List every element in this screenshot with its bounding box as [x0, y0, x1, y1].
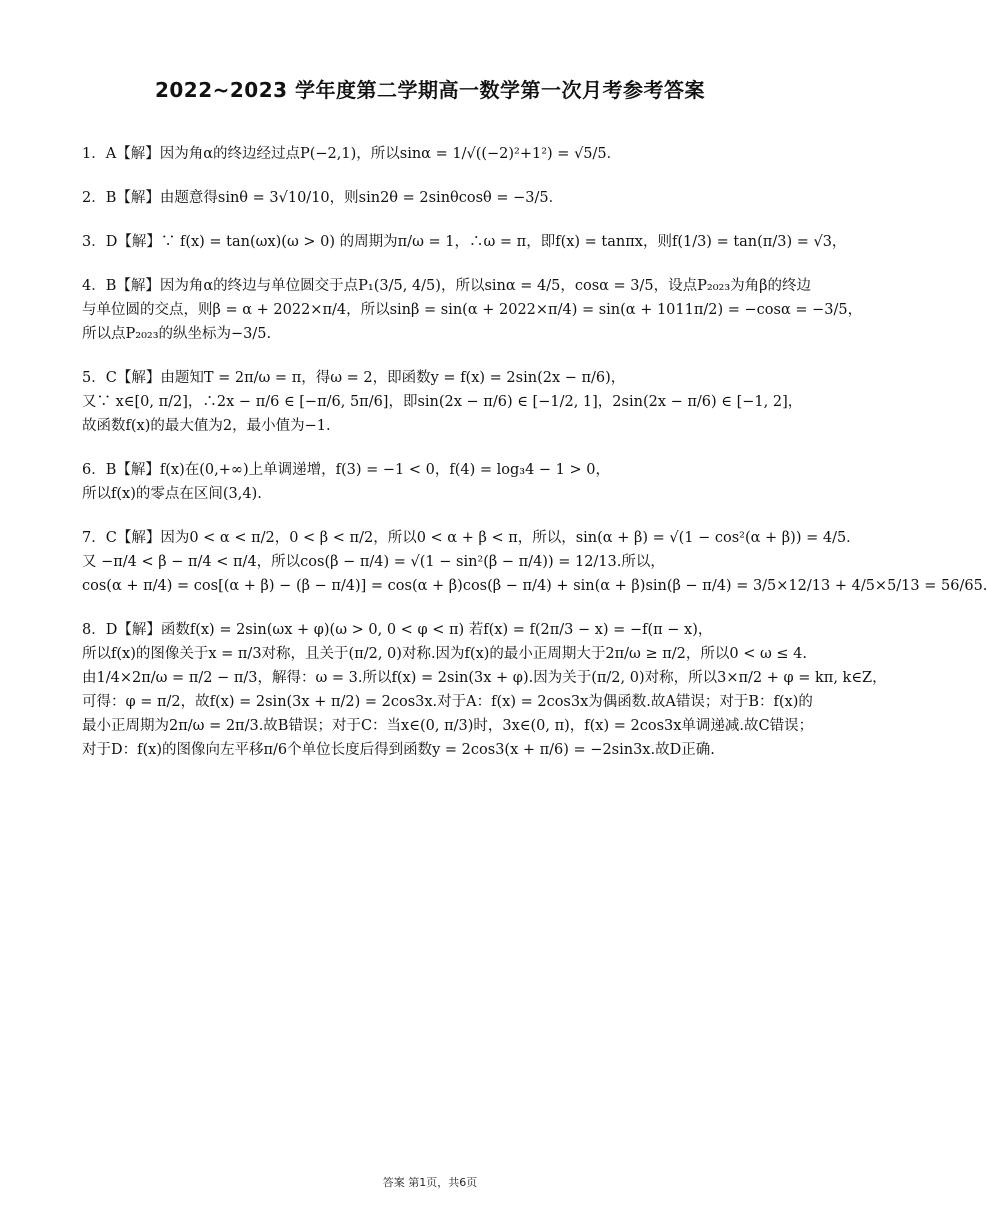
answer-1 [82, 142, 790, 166]
answer-line: 7．C【解】因为0 < α < π/2，0 < β < π/2，所以0 < α + β < π，所以，sin(α + β) = √(1 − cos²(α + β)) = 4/5． [82, 530, 861, 546]
answer-line: 所以点P₂₀₂₃的纵坐标为−3/5. [82, 326, 272, 342]
answer-line: 由1/4×2π/ω = π/2 − π/3，解得：ω = 3.所以f(x) = 2sin(3x + φ).因为关于(π/2, 0)对称，所以3×π/2 + φ = kπ, k∈Z， [82, 670, 887, 686]
answer-6 [82, 458, 790, 506]
answer-line: cos(α + π/4) = cos[(α + β) − (β − π/4)] = cos(α + β)cos(β − π/4) + sin(α + β)sin(β − π/4) = 3/5×12/13 + 4/5×5/13 = 56/65. [82, 578, 987, 594]
answer-2 [82, 186, 790, 210]
answer-line: 又 −π/4 < β − π/4 < π/4，所以cos(β − π/4) = √(1 − sin²(β − π/4)) = 12/13.所以， [82, 554, 665, 570]
answer-list [82, 142, 987, 782]
answer-3 [82, 230, 847, 254]
answer-line: 故函数f(x)的最大值为2，最小值为−1. [82, 418, 331, 434]
answer-line: 5．C【解】由题知T = 2π/ω = π，得ω = 2，即函数y = f(x) = 2sin(2x − π/6)， [82, 370, 626, 386]
page-footer: 答案 第1页，共6页 [382, 1176, 478, 1189]
answer-5 [82, 366, 803, 438]
answer-4 [82, 274, 863, 346]
answer-line: 可得：φ = π/2，故f(x) = 2sin(3x + π/2) = 2cos3x.对于A：f(x) = 2cos3x为偶函数.故A错误；对于B：f(x)的 [82, 694, 813, 710]
answer-line: 3．D【解】∵ f(x) = tan(ωx)(ω > 0) 的周期为π/ω = 1，∴ω = π，即f(x) = tanπx，则f(1/3) = tan(π/3) = √3， [82, 234, 847, 250]
answer-line: 又∵ x∈[0, π/2]，∴2x − π/6 ∈ [−π/6, 5π/6]，即sin(2x − π/6) ∈ [−1/2, 1]，2sin(2x − π/6) ∈ [−1, 2]， [82, 394, 803, 410]
answer-line: 与单位圆的交点，则β = α + 2022×π/4，所以sinβ = sin(α + 2022×π/4) = sin(α + 1011π/2) = −cosα = −3/5， [82, 302, 863, 318]
answer-line: 4．B【解】因为角α的终边与单位圆交于点P₁(3/5, 4/5)，所以sinα = 4/5，cosα = 3/5，设点P₂₀₂₃为角β的终边 [82, 278, 812, 294]
answer-8 [82, 618, 887, 762]
answer-7 [82, 526, 987, 598]
answer-line: 所以f(x)的零点在区间(3,4). [82, 486, 262, 502]
answer-line: 6．B【解】f(x)在(0,+∞)上单调递增，f(3) = −1 < 0，f(4) = log₃4 − 1 > 0， [82, 462, 611, 478]
answer-line: 所以f(x)的图像关于x = π/3对称，且关于(π/2, 0)对称.因为f(x)的最小正周期大于2π/ω ≥ π/2，所以0 < ω ≤ 4. [82, 646, 807, 662]
answer-line: 8．D【解】函数f(x) = 2sin(ωx + φ)(ω > 0, 0 < φ < π) 若f(x) = f(2π/3 − x) = −f(π − x)， [82, 622, 713, 638]
page-title: 2022~2023 学年度第二学期高一数学第一次月考参考答案 [154, 78, 706, 102]
answer-line: 最小正周期为2π/ω = 2π/3.故B错误；对于C：当x∈(0, π/3)时，3x∈(0, π)，f(x) = 2cos3x单调递减.故C错误； [82, 718, 814, 734]
answer-line: 2．B【解】由题意得sinθ = 3√10/10，则sin2θ = 2sinθcosθ = −3/5． [82, 190, 564, 206]
answer-line: 对于D：f(x)的图像向左平移π/6个单位长度后得到函数y = 2cos3(x + π/6) = −2sin3x.故D正确. [82, 742, 715, 758]
answer-line: 1．A【解】因为角α的终边经过点P(−2,1)，所以sinα = 1/√((−2)²+1²) = √5/5． [82, 146, 622, 162]
